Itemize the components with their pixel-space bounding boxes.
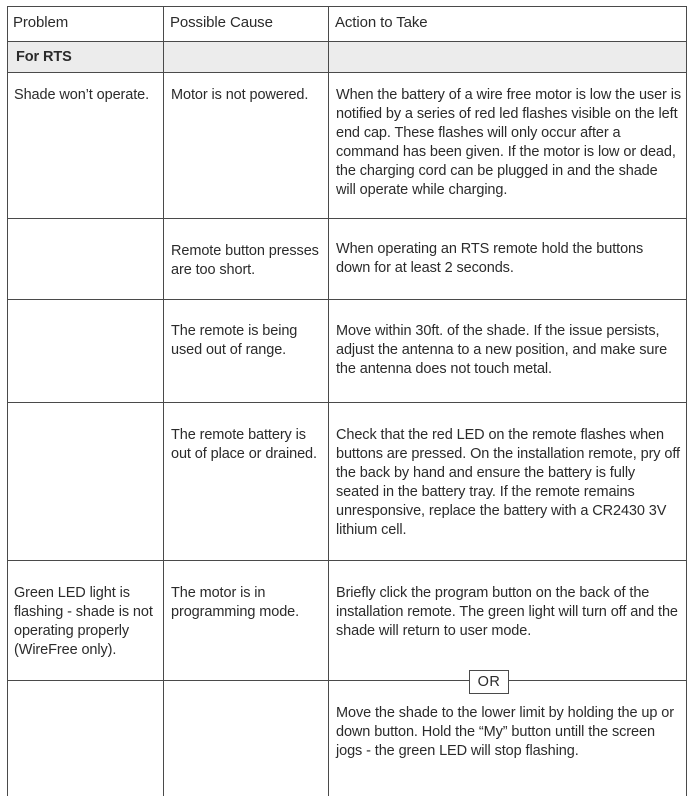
column-divider: [328, 6, 329, 796]
column-divider: [163, 6, 164, 796]
or-separator: OR: [469, 670, 509, 694]
header-action-to-take: Action to Take: [335, 14, 428, 31]
row-4-action: Check that the red LED on the remote flashes when buttons are pressed. On the installation remote, pry off the back by hand and ensure the battery is fully seated in the battery tray. If the remote remains unresponsive, replace the battery with a CR2430 3V lithium cell.: [336, 427, 680, 538]
row-3-cause: The remote is being used out of range.: [171, 323, 298, 358]
row-1-problem: Shade won’t operate.: [14, 87, 150, 103]
row-1-cause: Motor is not powered.: [171, 87, 309, 103]
troubleshooting-table: [7, 6, 687, 796]
row-divider: [7, 72, 687, 73]
row-divider: [7, 41, 687, 42]
header-possible-cause: Possible Cause: [170, 14, 273, 31]
row-2-action: When operating an RTS remote hold the buttons down for at least 2 seconds.: [336, 241, 644, 276]
row-5-action: Briefly click the program button on the back of the installation remote. The green light will turn off and the shade will return to user mode.: [336, 585, 678, 639]
header-problem: Problem: [13, 14, 69, 31]
table-border-right: [686, 6, 687, 796]
row-3-action: Move within 30ft. of the shade. If the issue persists, adjust the antenna to a new position, and make sure the antenna does not touch metal.: [336, 323, 668, 377]
row-divider: [7, 560, 687, 561]
row-5-problem: Green LED light is flashing - shade is not operating properly (WireFree only).: [14, 585, 153, 658]
row-divider: [7, 299, 687, 300]
row-4-cause: The remote battery is out of place or drained.: [171, 427, 317, 462]
table-border-top: [7, 6, 687, 7]
row-divider: [7, 218, 687, 219]
section-label: For RTS: [16, 49, 72, 65]
row-1-action: When the battery of a wire free motor is low the user is notified by a series of red led flashes visible on the left end cap. These flashes will only occur after a command has been given. If the motor is low or dead, the charging cord can be plugged in and the shade will operate while charging.: [336, 87, 681, 198]
row-divider: [7, 680, 687, 681]
row-6-action: Move the shade to the lower limit by holding the up or down button. Hold the “My” button untill the screen jogs - the green LED will stop flashing.: [336, 705, 674, 759]
table-border-left: [7, 6, 8, 796]
row-5-cause: The motor is in programming mode.: [171, 585, 300, 620]
row-divider: [7, 402, 687, 403]
row-2-cause: Remote button presses are too short.: [171, 243, 319, 278]
